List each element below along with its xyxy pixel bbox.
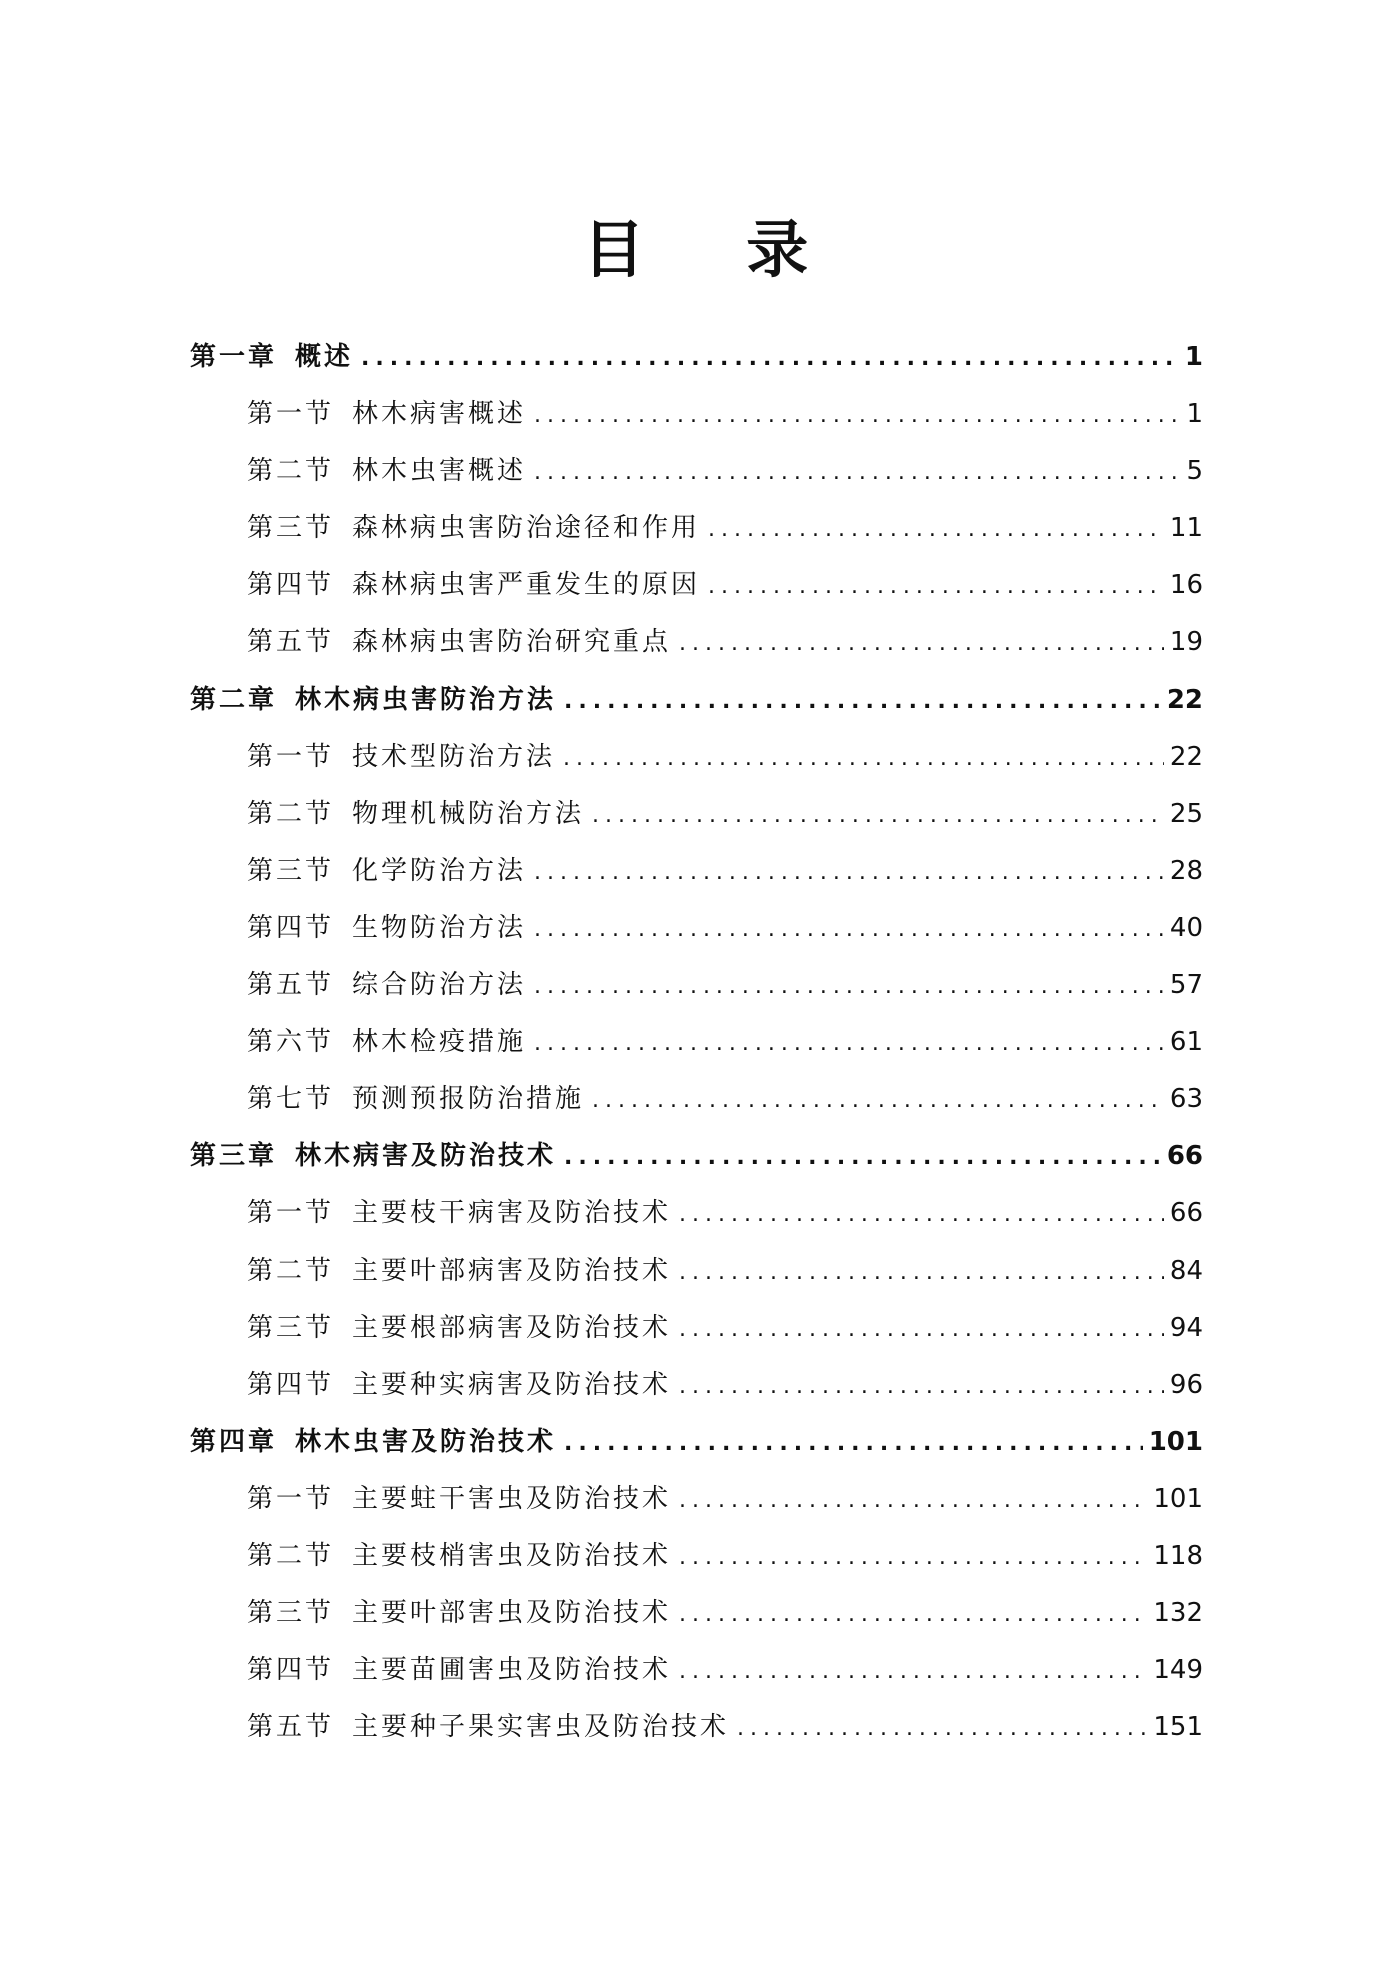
- dot-leader: [679, 1301, 1164, 1358]
- toc-section-entry[interactable]: [190, 1528, 1203, 1585]
- toc-section-entry[interactable]: [190, 1014, 1203, 1071]
- toc-section-entry[interactable]: [190, 1071, 1203, 1128]
- dot-leader: [679, 1186, 1164, 1243]
- dot-leader: [534, 901, 1164, 958]
- toc-section-entry[interactable]: [190, 386, 1203, 443]
- entry-page-number: 57: [1169, 970, 1203, 1001]
- dot-leader: [564, 1415, 1143, 1472]
- entry-title: 林木病害概述: [352, 399, 527, 430]
- entry-number: 第五节: [247, 627, 335, 658]
- entry-title: 综合防治方法: [352, 970, 527, 1001]
- entry-title: 主要叶部病害及防治技术: [352, 1255, 672, 1286]
- dot-leader: [679, 1472, 1147, 1529]
- entry-title: 主要苗圃害虫及防治技术: [352, 1655, 672, 1686]
- toc-section-entry[interactable]: [190, 1300, 1203, 1357]
- dot-leader: [534, 1015, 1164, 1072]
- page-title: 目 录: [582, 213, 849, 286]
- entry-page-number: 5: [1186, 456, 1203, 487]
- entry-number: 第四节: [247, 912, 335, 943]
- entry-number: 第四节: [247, 1655, 335, 1686]
- entry-title: 主要枝干病害及防治技术: [352, 1198, 672, 1229]
- entry-number: 第一节: [247, 399, 335, 430]
- entry-title: 主要蛀干害虫及防治技术: [352, 1483, 672, 1514]
- entry-number: 第四节: [247, 570, 335, 601]
- entry-title: 主要枝梢害虫及防治技术: [352, 1540, 672, 1571]
- entry-number: 第三节: [247, 1598, 335, 1629]
- entry-number: 第五节: [247, 970, 335, 1001]
- entry-number: 第三节: [247, 513, 335, 544]
- table-of-contents: [190, 329, 1203, 1756]
- entry-number: 第一章: [190, 342, 278, 372]
- entry-page-number: 61: [1169, 1027, 1203, 1058]
- entry-page-number: 40: [1169, 912, 1203, 943]
- dot-leader: [534, 958, 1164, 1015]
- dot-leader: [679, 615, 1164, 672]
- toc-section-entry[interactable]: [190, 786, 1203, 843]
- entry-title: 化学防治方法: [352, 855, 527, 886]
- entry-page-number: 84: [1169, 1255, 1203, 1286]
- dot-leader: [737, 1700, 1147, 1757]
- entry-page-number: 66: [1166, 1141, 1203, 1172]
- entry-page-number: 101: [1148, 1426, 1203, 1457]
- entry-title: 物理机械防治方法: [352, 798, 585, 829]
- entry-number: 第六节: [247, 1027, 335, 1058]
- entry-number: 第二节: [247, 798, 335, 829]
- entry-page-number: 25: [1169, 798, 1203, 829]
- dot-leader: [564, 673, 1161, 730]
- dot-leader: [563, 730, 1164, 787]
- entry-title: 森林病虫害严重发生的原因: [352, 570, 701, 601]
- entry-number: 第二节: [247, 456, 335, 487]
- entry-number: 第七节: [247, 1084, 335, 1115]
- entry-number: 第一节: [247, 1198, 335, 1229]
- dot-leader: [679, 1358, 1164, 1415]
- entry-number: 第二章: [190, 684, 278, 715]
- toc-section-entry[interactable]: [190, 843, 1203, 900]
- entry-title: 主要种实病害及防治技术: [352, 1369, 672, 1400]
- entry-title: 主要叶部害虫及防治技术: [352, 1598, 672, 1629]
- toc-chapter-entry[interactable]: [190, 672, 1203, 729]
- entry-page-number: 66: [1169, 1198, 1203, 1229]
- entry-title: 主要根部病害及防治技术: [352, 1312, 672, 1343]
- toc-section-entry[interactable]: [190, 957, 1203, 1014]
- toc-section-entry[interactable]: [190, 500, 1203, 557]
- entry-page-number: 16: [1169, 570, 1203, 601]
- toc-section-entry[interactable]: [190, 443, 1203, 500]
- dot-leader: [534, 444, 1180, 501]
- dot-leader: [679, 1643, 1147, 1700]
- toc-section-entry[interactable]: [190, 1699, 1203, 1756]
- entry-number: 第四章: [190, 1426, 278, 1457]
- dot-leader: [534, 387, 1180, 444]
- entry-page-number: 1: [1184, 342, 1203, 372]
- entry-number: 第一节: [247, 741, 335, 772]
- toc-section-entry[interactable]: [190, 614, 1203, 671]
- toc-chapter-entry[interactable]: [190, 1414, 1203, 1471]
- dot-leader: [679, 1529, 1147, 1586]
- dot-leader: [592, 1072, 1164, 1129]
- entry-page-number: 132: [1153, 1598, 1203, 1629]
- entry-title: 技术型防治方法: [352, 741, 556, 772]
- toc-section-entry[interactable]: [190, 557, 1203, 614]
- entry-page-number: 22: [1169, 741, 1203, 772]
- entry-page-number: 22: [1166, 684, 1203, 715]
- entry-title: 林木检疫措施: [352, 1027, 527, 1058]
- entry-title: 预测预报防治措施: [352, 1084, 585, 1115]
- toc-section-entry[interactable]: [190, 1642, 1203, 1699]
- dot-leader: [679, 1586, 1147, 1643]
- entry-title: 生物防治方法: [352, 912, 527, 943]
- entry-title: 森林病虫害防治研究重点: [352, 627, 672, 658]
- entry-number: 第三节: [247, 855, 335, 886]
- entry-title: 森林病虫害防治途径和作用: [352, 513, 701, 544]
- entry-page-number: 63: [1169, 1084, 1203, 1115]
- toc-section-entry[interactable]: [190, 1585, 1203, 1642]
- toc-chapter-entry[interactable]: [190, 329, 1203, 386]
- toc-section-entry[interactable]: [190, 1243, 1203, 1300]
- toc-section-entry[interactable]: [190, 900, 1203, 957]
- dot-leader: [534, 844, 1164, 901]
- entry-page-number: 118: [1153, 1540, 1203, 1571]
- entry-title: 林木虫害及防治技术: [295, 1426, 557, 1457]
- entry-number: 第三章: [190, 1141, 278, 1172]
- entry-page-number: 19: [1169, 627, 1203, 658]
- entry-page-number: 28: [1169, 855, 1203, 886]
- entry-page-number: 101: [1153, 1483, 1203, 1514]
- dot-leader: [592, 787, 1164, 844]
- entry-title: 概述: [295, 342, 354, 372]
- dot-leader: [361, 330, 1179, 387]
- dot-leader: [708, 501, 1164, 558]
- entry-page-number: 94: [1169, 1312, 1203, 1343]
- entry-page-number: 11: [1169, 513, 1203, 544]
- entry-title: 主要种子果实害虫及防治技术: [352, 1712, 730, 1743]
- toc-section-entry[interactable]: [190, 729, 1203, 786]
- entry-page-number: 151: [1153, 1712, 1203, 1743]
- entry-page-number: 1: [1186, 399, 1203, 430]
- dot-leader: [708, 558, 1164, 615]
- toc-section-entry[interactable]: [190, 1185, 1203, 1242]
- toc-chapter-entry[interactable]: [190, 1128, 1203, 1185]
- entry-page-number: 96: [1169, 1369, 1203, 1400]
- dot-leader: [564, 1129, 1161, 1186]
- entry-title: 林木病害及防治技术: [295, 1141, 557, 1172]
- entry-number: 第二节: [247, 1255, 335, 1286]
- entry-title: 林木虫害概述: [352, 456, 527, 487]
- entry-number: 第四节: [247, 1369, 335, 1400]
- entry-number: 第一节: [247, 1483, 335, 1514]
- entry-number: 第五节: [247, 1712, 335, 1743]
- entry-number: 第三节: [247, 1312, 335, 1343]
- entry-page-number: 149: [1153, 1655, 1203, 1686]
- toc-section-entry[interactable]: [190, 1471, 1203, 1528]
- dot-leader: [679, 1244, 1164, 1301]
- toc-section-entry[interactable]: [190, 1357, 1203, 1414]
- entry-title: 林木病虫害防治方法: [295, 684, 557, 715]
- entry-number: 第二节: [247, 1540, 335, 1571]
